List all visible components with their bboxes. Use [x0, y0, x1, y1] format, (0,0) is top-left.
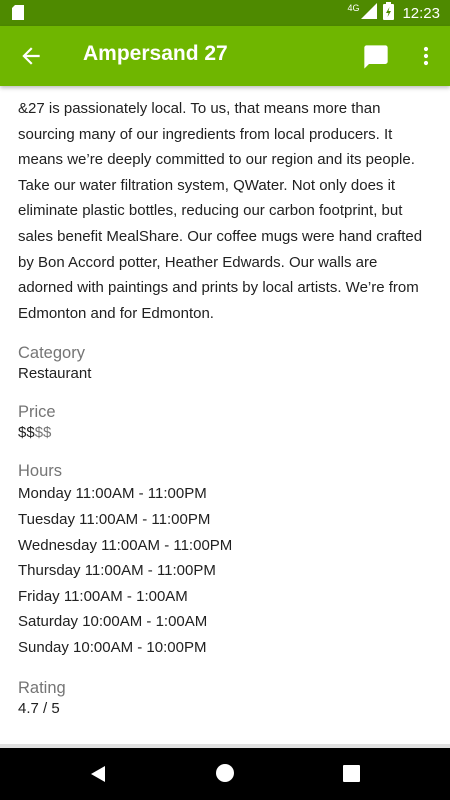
- nav-recents-icon: [343, 769, 360, 786]
- arrow-left-icon: [18, 56, 44, 73]
- hours-item-monday: Monday 11:00AM - 11:00PM: [18, 485, 207, 503]
- category-section: [18, 344, 432, 385]
- app-bar: [0, 26, 450, 86]
- description-text: &27 is passionately local. To us, that means more than sourcing many of our ingredients from local producers. It means we’re deeply committed to our region and its people. Take our water filtration system, QWater. Not only does it eliminate plastic bottles, reducing our carbon footprint, but sales benefit MealShare. Our coffee mugs were hand crafted by Bon Accord potter, Heather Edwards. Our walls are adorned with paintings and prints by local artists. We’re from Edmonton and for Edmonton.: [18, 100, 423, 322]
- price-inactive: $$: [34, 424, 52, 442]
- price-active: $$: [18, 424, 35, 442]
- rating-label: Rating: [18, 678, 66, 697]
- content-scroll[interactable]: [0, 86, 450, 744]
- hours-item-friday: Friday 11:00AM - 1:00AM: [18, 587, 188, 605]
- nav-back-icon: [88, 771, 108, 788]
- system-nav-bar: [0, 748, 450, 800]
- page-title: Ampersand 27: [83, 42, 228, 65]
- price-value: [18, 422, 432, 444]
- more-options-button[interactable]: [414, 43, 438, 69]
- network-type-label: 4G: [347, 3, 360, 13]
- status-icons: [341, 0, 440, 26]
- price-label: Price: [18, 403, 56, 422]
- rating-section: [18, 679, 432, 720]
- battery-charging-icon: [383, 2, 394, 25]
- price-section: [18, 403, 432, 444]
- signal-icon: [361, 3, 377, 24]
- hours-label: Hours: [18, 462, 63, 481]
- hours-item-thursday: Thursday 11:00AM - 11:00PM: [18, 562, 216, 580]
- nav-back-button[interactable]: [88, 764, 108, 789]
- status-bar: [0, 0, 450, 26]
- hours-section: [18, 462, 432, 660]
- back-button[interactable]: [18, 43, 44, 69]
- category-value: Restaurant: [18, 365, 92, 383]
- rating-value: 4.7 / 5: [18, 699, 60, 717]
- nav-home-button[interactable]: [215, 763, 235, 788]
- chat-icon: [362, 58, 390, 75]
- category-label: Category: [18, 344, 85, 363]
- hours-item-sunday: Sunday 10:00AM - 10:00PM: [18, 638, 207, 656]
- nav-recents-button[interactable]: [343, 765, 360, 787]
- hours-list: [18, 481, 432, 660]
- hours-item-wednesday: Wednesday 11:00AM - 11:00PM: [18, 536, 233, 554]
- more-vert-icon: [414, 56, 438, 73]
- hours-item-tuesday: Tuesday 11:00AM - 11:00PM: [18, 510, 211, 528]
- nav-home-icon: [215, 770, 235, 787]
- chat-button[interactable]: [362, 43, 390, 71]
- clock: 12:23: [402, 4, 440, 22]
- sd-card-icon: [12, 5, 24, 25]
- hours-item-saturday: Saturday 10:00AM - 1:00AM: [18, 613, 208, 631]
